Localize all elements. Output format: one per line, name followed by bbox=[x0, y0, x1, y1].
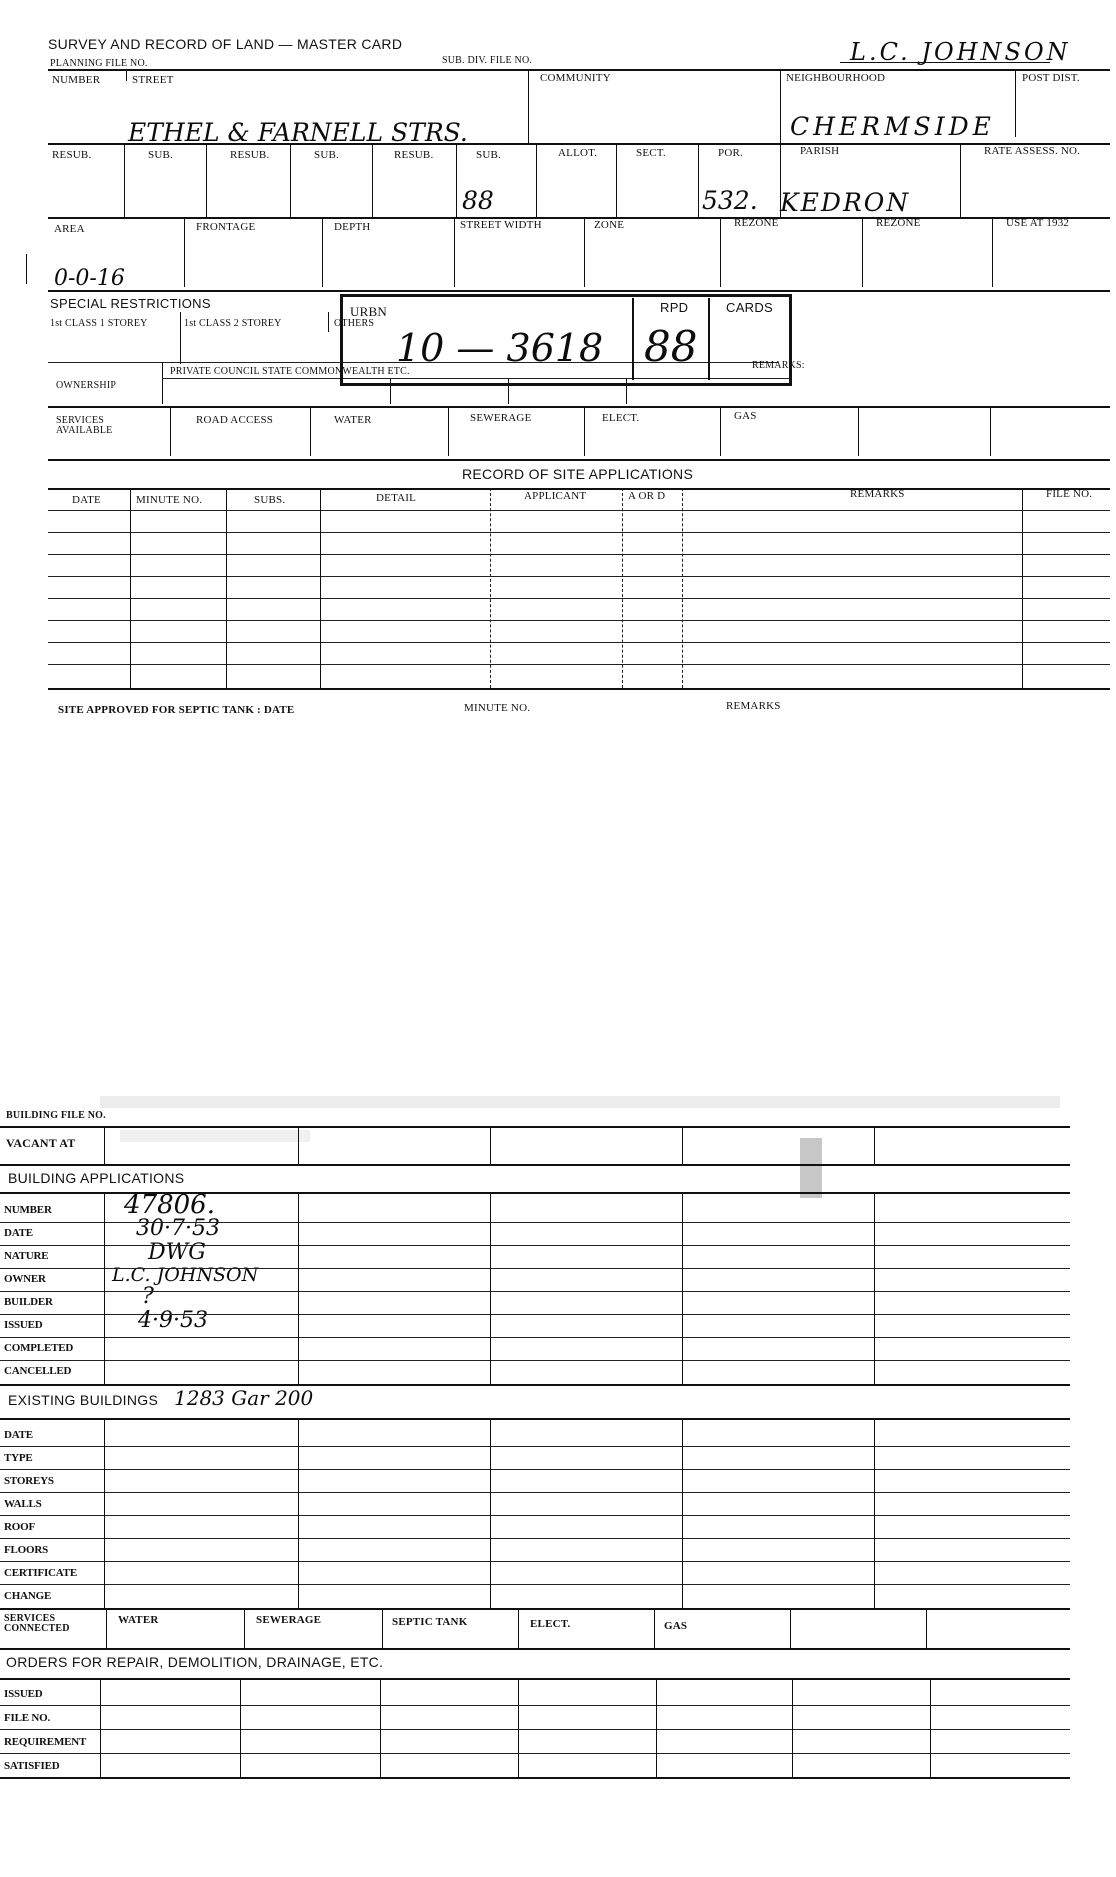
frontage-label: FRONTAGE bbox=[196, 221, 256, 233]
rpd-label: RPD bbox=[660, 300, 689, 315]
app-row-builder: BUILDER bbox=[4, 1296, 53, 1308]
app-row-nature: NATURE bbox=[4, 1250, 49, 1262]
special-restrictions-label: SPECIAL RESTRICTIONS bbox=[50, 296, 211, 311]
app-row-cancelled: CANCELLED bbox=[4, 1365, 72, 1377]
sect-label: SECT. bbox=[636, 147, 666, 159]
sub-label-1: SUB. bbox=[148, 149, 173, 161]
sc-gas-label: GAS bbox=[664, 1620, 688, 1632]
sc-water-label: WATER bbox=[118, 1614, 159, 1626]
card-title: SURVEY AND RECORD OF LAND — MASTER CARD bbox=[48, 36, 403, 52]
exist-row-certificate: CERTIFICATE bbox=[4, 1567, 78, 1579]
app-builder-value: ? bbox=[142, 1284, 154, 1309]
app-owner-value: L.C. JOHNSON bbox=[112, 1264, 259, 1286]
por-label: POR. bbox=[718, 147, 743, 159]
neighbourhood-label: NEIGHBOURHOOD bbox=[786, 72, 886, 84]
col-applicant: APPLICANT bbox=[524, 490, 587, 502]
community-label: COMMUNITY bbox=[540, 72, 611, 84]
col-minute: MINUTE NO. bbox=[136, 494, 203, 506]
building-applications-title: BUILDING APPLICATIONS bbox=[8, 1170, 185, 1186]
app-row-number: NUMBER bbox=[4, 1204, 52, 1216]
services-connected-label: SERVICES CONNECTED bbox=[4, 1613, 70, 1634]
resub-label-3: RESUB. bbox=[394, 149, 434, 161]
sc-septic-tank-label: SEPTIC TANK bbox=[392, 1616, 468, 1628]
planning-file-label: PLANNING FILE NO. bbox=[50, 58, 148, 69]
road-access-label: ROAD ACCESS bbox=[196, 414, 274, 426]
exist-row-type: TYPE bbox=[4, 1452, 33, 1464]
depth-label: DEPTH bbox=[334, 221, 371, 233]
sub-label-3: SUB. bbox=[476, 149, 501, 161]
order-row-satisfied: SATISFIED bbox=[4, 1760, 60, 1772]
existing-buildings-note: 1283 Gar 200 bbox=[174, 1386, 314, 1410]
exist-row-storeys: STOREYS bbox=[4, 1475, 54, 1487]
number-label: NUMBER bbox=[52, 74, 101, 86]
street-label: STREET bbox=[132, 74, 174, 86]
resub-label-2: RESUB. bbox=[230, 149, 270, 161]
col-remarks: REMARKS bbox=[850, 488, 905, 500]
others-label: OTHERS bbox=[334, 318, 375, 329]
col-date: DATE bbox=[72, 494, 101, 506]
app-nature-value: DWG bbox=[148, 1240, 206, 1265]
col-subs: SUBS. bbox=[254, 494, 286, 506]
gas-label: GAS bbox=[734, 410, 757, 422]
septic-remarks-label: REMARKS bbox=[726, 700, 781, 712]
sewerage-label: SEWERAGE bbox=[470, 412, 532, 424]
septic-minute-label: MINUTE NO. bbox=[464, 702, 531, 714]
sc-sewerage-label: SEWERAGE bbox=[256, 1614, 322, 1626]
order-row-file-no: FILE NO. bbox=[4, 1712, 51, 1724]
exist-row-date: DATE bbox=[4, 1429, 33, 1441]
rate-assess-label: RATE ASSESS. NO. bbox=[984, 145, 1081, 157]
ownership-label: OWNERSHIP bbox=[56, 380, 117, 391]
rezone-label-2: REZONE bbox=[876, 217, 921, 229]
remarks-label: REMARKS: bbox=[752, 360, 805, 371]
exist-row-walls: WALLS bbox=[4, 1498, 42, 1510]
water-label: WATER bbox=[334, 414, 372, 426]
sub-value: 88 bbox=[462, 186, 494, 215]
app-row-issued: ISSUED bbox=[4, 1319, 43, 1331]
exist-row-change: CHANGE bbox=[4, 1590, 52, 1602]
rpd-value: 88 bbox=[644, 322, 698, 371]
order-row-issued: ISSUED bbox=[4, 1688, 43, 1700]
sub-div-file-label: SUB. DIV. FILE NO. bbox=[442, 55, 533, 66]
ownership-types-label: PRIVATE COUNCIL STATE COMMONWEALTH ETC. bbox=[170, 366, 410, 377]
class1-label: 1st CLASS 1 STOREY bbox=[50, 318, 148, 329]
building-file-label: BUILDING FILE NO. bbox=[6, 1110, 106, 1121]
street-value: ETHEL & FARNELL STRS. bbox=[128, 118, 468, 147]
col-a-or-d: A OR D bbox=[628, 490, 666, 502]
area-value: 0-0-16 bbox=[54, 266, 125, 291]
orders-title: ORDERS FOR REPAIR, DEMOLITION, DRAINAGE, ETC. bbox=[6, 1654, 384, 1670]
neighbourhood-value: CHERMSIDE bbox=[790, 112, 995, 141]
app-issued-value: 4·9·53 bbox=[138, 1308, 208, 1333]
rezone-label-1: REZONE bbox=[734, 217, 779, 229]
allot-label: ALLOT. bbox=[558, 147, 598, 159]
urbn-label: URBN bbox=[350, 304, 387, 319]
existing-buildings-title: EXISTING BUILDINGS bbox=[8, 1392, 159, 1408]
col-detail: DETAIL bbox=[376, 492, 417, 504]
app-row-owner: OWNER bbox=[4, 1273, 46, 1285]
parish-value: KEDRON bbox=[780, 188, 911, 217]
por-value: 532. bbox=[702, 186, 758, 215]
post-dist-label: POST DIST. bbox=[1022, 72, 1080, 84]
cards-label: CARDS bbox=[726, 300, 774, 315]
exist-row-floors: FLOORS bbox=[4, 1544, 49, 1556]
app-row-completed: COMPLETED bbox=[4, 1342, 74, 1354]
zone-label: ZONE bbox=[594, 219, 625, 231]
street-width-label: STREET WIDTH bbox=[460, 219, 542, 231]
order-row-requirement: REQUIREMENT bbox=[4, 1736, 87, 1748]
class2-label: 1st CLASS 2 STOREY bbox=[184, 318, 282, 329]
elect-label: ELECT. bbox=[602, 412, 640, 424]
col-file-no: FILE NO. bbox=[1046, 488, 1093, 500]
sub-label-2: SUB. bbox=[314, 149, 339, 161]
exist-row-roof: ROOF bbox=[4, 1521, 35, 1533]
site-applications-title: RECORD OF SITE APPLICATIONS bbox=[462, 466, 694, 482]
urbn-value: 10 — 3618 bbox=[396, 326, 604, 370]
owner-name-handwritten: L.C. JOHNSON bbox=[850, 38, 1071, 66]
parish-label: PARISH bbox=[800, 145, 840, 157]
septic-site-approved-label: SITE APPROVED FOR SEPTIC TANK : DATE bbox=[58, 704, 295, 716]
use-at-label: USE AT 1932 bbox=[1006, 217, 1070, 229]
app-number-value: 47806. bbox=[124, 1190, 215, 1220]
services-available-label: SERVICES AVAILABLE bbox=[56, 415, 113, 436]
vacant-at-label: VACANT AT bbox=[6, 1136, 76, 1150]
area-label: AREA bbox=[54, 223, 85, 235]
sc-elect-label: ELECT. bbox=[530, 1618, 571, 1630]
app-date-value: 30·7·53 bbox=[136, 1216, 220, 1241]
app-row-date: DATE bbox=[4, 1227, 33, 1239]
resub-label-1: RESUB. bbox=[52, 149, 92, 161]
